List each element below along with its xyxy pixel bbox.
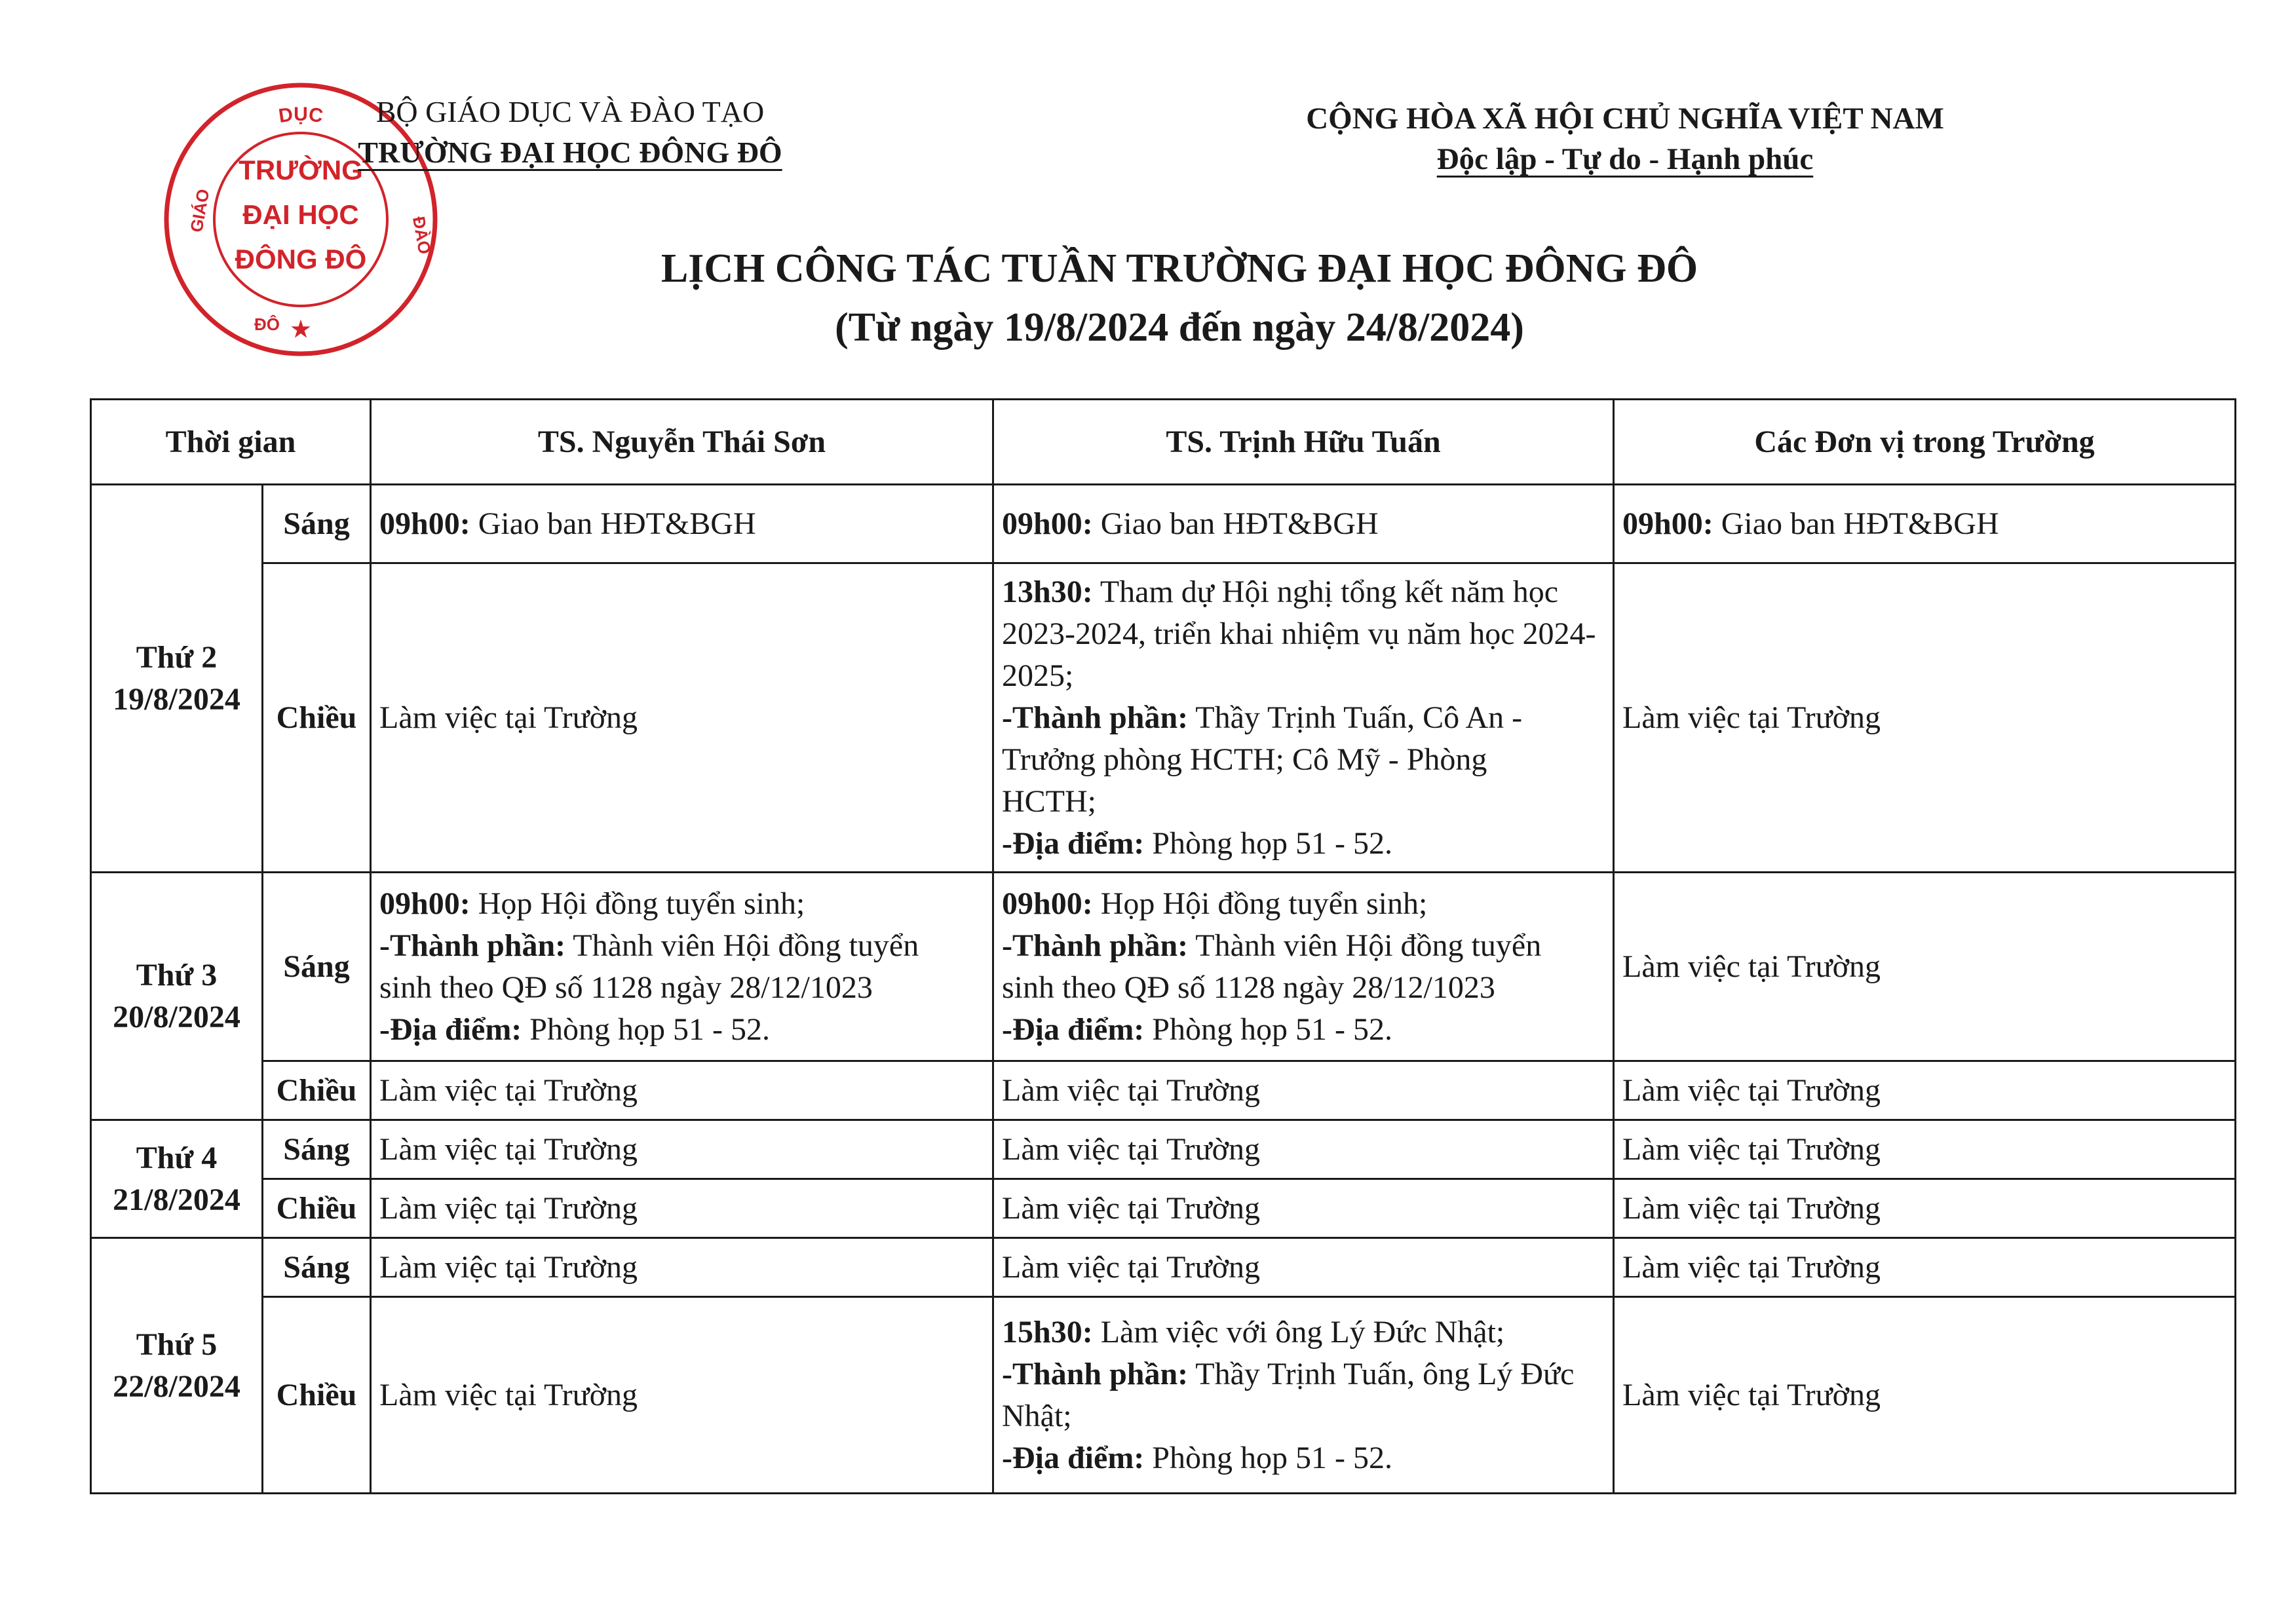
schedule-line-text: Làm việc tại Trường bbox=[1622, 1131, 1881, 1167]
header-left bbox=[288, 92, 852, 173]
schedule-cell bbox=[993, 485, 1614, 563]
schedule-line-label: -Thành phần: bbox=[1002, 1356, 1189, 1391]
schedule-line bbox=[1002, 1353, 1605, 1395]
svg-text:★: ★ bbox=[290, 317, 311, 342]
col-header-person-2: TS. Trịnh Hữu Tuấn bbox=[993, 400, 1614, 485]
schedule-line-text: Làm việc với ông Lý Đức Nhật; bbox=[1092, 1314, 1505, 1350]
schedule-line-label: 09h00: bbox=[1002, 506, 1093, 541]
day-name: Thứ 3 bbox=[136, 957, 218, 992]
schedule-line-text: Trưởng phòng HCTH; Cô Mỹ - Phòng bbox=[1002, 742, 1487, 777]
schedule-line-text: Thầy Trịnh Tuấn, ông Lý Đức bbox=[1188, 1356, 1575, 1391]
schedule-line-text: Thầy Trịnh Tuấn, Cô An - bbox=[1188, 700, 1523, 735]
table-row bbox=[91, 485, 2236, 563]
schedule-line-text: Nhật; bbox=[1002, 1398, 1072, 1433]
schedule-cell bbox=[1614, 1297, 2236, 1494]
schedule-line-text: Làm việc tại Trường bbox=[379, 1072, 638, 1108]
schedule-line-text: Làm việc tại Trường bbox=[379, 1377, 638, 1412]
schedule-cell bbox=[993, 1179, 1614, 1238]
schedule-cell bbox=[1614, 1061, 2236, 1120]
schedule-line-label: 09h00: bbox=[1622, 506, 1713, 541]
session-label: Sáng bbox=[263, 1120, 371, 1179]
table-row bbox=[91, 1061, 2236, 1120]
schedule-line-text: Làm việc tại Trường bbox=[1622, 1249, 1881, 1285]
col-header-time: Thời gian bbox=[91, 400, 371, 485]
session-label: Chiều bbox=[263, 1297, 371, 1494]
schedule-line bbox=[1622, 1374, 2227, 1416]
schedule-line-text: Làm việc tại Trường bbox=[1002, 1072, 1261, 1108]
schedule-line-text: sinh theo QĐ số 1128 ngày 28/12/1023 bbox=[1002, 970, 1495, 1005]
schedule-line-text: Làm việc tại Trường bbox=[1622, 700, 1881, 735]
schedule-line-text: Làm việc tại Trường bbox=[379, 1249, 638, 1285]
day-name: Thứ 2 bbox=[136, 639, 218, 675]
schedule-line bbox=[379, 503, 984, 545]
schedule-line-text: Làm việc tại Trường bbox=[379, 1190, 638, 1226]
schedule-line-label: -Địa điểm: bbox=[379, 1011, 522, 1047]
day-cell bbox=[91, 1120, 263, 1238]
school-name: TRƯỜNG ĐẠI HỌC ĐÔNG ĐÔ bbox=[358, 136, 782, 169]
schedule-line-text: Giao ban HĐT&BGH bbox=[470, 506, 756, 541]
schedule-cell bbox=[993, 1120, 1614, 1179]
schedule-cell bbox=[371, 563, 993, 873]
schedule-cell bbox=[371, 1179, 993, 1238]
schedule-line bbox=[1622, 1129, 2227, 1171]
schedule-cell bbox=[1614, 1238, 2236, 1297]
schedule-line bbox=[1002, 1009, 1605, 1051]
schedule-line bbox=[1622, 503, 2227, 545]
table-row bbox=[91, 1120, 2236, 1179]
schedule-line-text: Làm việc tại Trường bbox=[1002, 1249, 1261, 1285]
schedule-line-text: Làm việc tại Trường bbox=[1002, 1131, 1261, 1167]
title-date-range: (Từ ngày 19/8/2024 đến ngày 24/8/2024) bbox=[835, 305, 1524, 350]
schedule-line bbox=[379, 697, 984, 739]
schedule-line bbox=[1002, 1395, 1605, 1437]
session-label: Chiều bbox=[263, 563, 371, 873]
schedule-line bbox=[1002, 697, 1605, 739]
schedule-line-text: Làm việc tại Trường bbox=[1622, 1190, 1881, 1226]
schedule-line-text: Làm việc tại Trường bbox=[379, 1131, 638, 1167]
svg-text:DỤC: DỤC bbox=[277, 104, 324, 128]
session-label: Sáng bbox=[263, 873, 371, 1061]
schedule-line bbox=[1622, 1188, 2227, 1230]
schedule-line-text: Giao ban HĐT&BGH bbox=[1092, 506, 1379, 541]
schedule-cell bbox=[371, 485, 993, 563]
day-cell bbox=[91, 873, 263, 1120]
schedule-line-text: Làm việc tại Trường bbox=[1622, 949, 1881, 984]
schedule-line-text: 2023-2024, triển khai nhiệm vụ năm học 2024- bbox=[1002, 616, 1596, 651]
schedule-line bbox=[1622, 946, 2227, 988]
schedule-line-text: Họp Hội đồng tuyển sinh; bbox=[1092, 886, 1428, 921]
schedule-cell bbox=[993, 1061, 1614, 1120]
schedule-line-text: Làm việc tại Trường bbox=[1622, 1377, 1881, 1412]
day-date: 22/8/2024 bbox=[113, 1369, 240, 1404]
schedule-cell bbox=[993, 1238, 1614, 1297]
table-row bbox=[91, 563, 2236, 873]
schedule-line-label: -Thành phần: bbox=[379, 928, 566, 963]
schedule-line bbox=[379, 1374, 984, 1416]
schedule-line-text: HCTH; bbox=[1002, 784, 1096, 819]
table-header-row bbox=[91, 400, 2236, 485]
col-header-person-1: TS. Nguyễn Thái Sơn bbox=[371, 400, 993, 485]
schedule-line bbox=[379, 1009, 984, 1051]
schedule-cell bbox=[993, 563, 1614, 873]
schedule-line bbox=[1002, 967, 1605, 1009]
session-label: Sáng bbox=[263, 1238, 371, 1297]
schedule-line bbox=[379, 1129, 984, 1171]
schedule-line-label: 13h30: bbox=[1002, 574, 1093, 609]
schedule-line-label: 09h00: bbox=[1002, 886, 1093, 921]
schedule-line-text: Phòng họp 51 - 52. bbox=[1144, 825, 1392, 861]
schedule-line-label: -Thành phần: bbox=[1002, 928, 1189, 963]
schedule-line bbox=[379, 1188, 984, 1230]
svg-text:ĐÀO: ĐÀO bbox=[408, 215, 435, 256]
schedule-line bbox=[1002, 739, 1605, 781]
schedule-line bbox=[379, 967, 984, 1009]
schedule-line-text: Thành viên Hội đồng tuyển bbox=[565, 928, 919, 963]
table-row bbox=[91, 1297, 2236, 1494]
schedule-line-label: -Thành phần: bbox=[1002, 700, 1189, 735]
schedule-line-text: Phòng họp 51 - 52. bbox=[1144, 1011, 1392, 1047]
schedule-line-text: Họp Hội đồng tuyển sinh; bbox=[470, 886, 805, 921]
document-title bbox=[459, 239, 1900, 357]
schedule-line-text: Làm việc tại Trường bbox=[379, 700, 638, 735]
schedule-line-label: 09h00: bbox=[379, 886, 470, 921]
schedule-line-label: -Địa điểm: bbox=[1002, 1011, 1145, 1047]
schedule-cell bbox=[993, 1297, 1614, 1494]
schedule-cell bbox=[1614, 873, 2236, 1061]
day-date: 21/8/2024 bbox=[113, 1182, 240, 1217]
schedule-line-label: -Địa điểm: bbox=[1002, 825, 1145, 861]
day-cell bbox=[91, 485, 263, 873]
schedule-line-text: sinh theo QĐ số 1128 ngày 28/12/1023 bbox=[379, 970, 873, 1005]
national-motto: Độc lập - Tự do - Hạnh phúc bbox=[1436, 142, 1814, 176]
schedule-cell bbox=[371, 1297, 993, 1494]
schedule-line-text: Làm việc tại Trường bbox=[1002, 1190, 1261, 1226]
schedule-line-label: -Địa điểm: bbox=[1002, 1440, 1145, 1475]
schedule-cell bbox=[371, 873, 993, 1061]
table-row bbox=[91, 873, 2236, 1061]
schedule-line-text: Giao ban HĐT&BGH bbox=[1713, 506, 1999, 541]
table-row bbox=[91, 1179, 2236, 1238]
svg-text:TRƯỜNG: TRƯỜNG bbox=[239, 155, 363, 185]
schedule-cell bbox=[1614, 485, 2236, 563]
schedule-line bbox=[1002, 781, 1605, 823]
schedule-line-text: Tham dự Hội nghị tổng kết năm học bbox=[1092, 574, 1559, 609]
schedule-line-label: 09h00: bbox=[379, 506, 470, 541]
day-cell bbox=[91, 1238, 263, 1494]
col-header-units: Các Đơn vị trong Trường bbox=[1614, 400, 2236, 485]
schedule-line bbox=[1002, 1188, 1605, 1230]
schedule-cell bbox=[371, 1061, 993, 1120]
session-label: Chiều bbox=[263, 1179, 371, 1238]
schedule-cell bbox=[993, 873, 1614, 1061]
schedule-line-text: 2025; bbox=[1002, 658, 1074, 693]
schedule-line-label: 15h30: bbox=[1002, 1314, 1093, 1350]
day-date: 20/8/2024 bbox=[113, 999, 240, 1034]
day-name: Thứ 4 bbox=[136, 1140, 218, 1175]
title-main: LỊCH CÔNG TÁC TUẦN TRƯỜNG ĐẠI HỌC ĐÔNG ĐÔ bbox=[660, 246, 1698, 291]
schedule-line bbox=[1622, 1070, 2227, 1112]
svg-text:ĐẠI HỌC: ĐẠI HỌC bbox=[242, 199, 359, 230]
ministry-name: BỘ GIÁO DỤC VÀ ĐÀO TẠO bbox=[375, 95, 765, 128]
schedule-line bbox=[1002, 1437, 1605, 1479]
schedule-cell bbox=[371, 1120, 993, 1179]
schedule-table bbox=[90, 398, 2236, 1494]
schedule-line bbox=[1002, 1247, 1605, 1289]
schedule-line-text: Thành viên Hội đồng tuyển bbox=[1188, 928, 1542, 963]
table-row bbox=[91, 1238, 2236, 1297]
nation-name: CỘNG HÒA XÃ HỘI CHỦ NGHĨA VIỆT NAM bbox=[1306, 102, 1944, 136]
schedule-line bbox=[1002, 925, 1605, 967]
schedule-line bbox=[1002, 1070, 1605, 1112]
svg-text:GIÁO: GIÁO bbox=[186, 187, 214, 234]
schedule-line-text: Phòng họp 51 - 52. bbox=[1144, 1440, 1392, 1475]
day-name: Thứ 5 bbox=[136, 1327, 218, 1362]
svg-text:ĐÔ: ĐÔ bbox=[254, 314, 280, 334]
schedule-line bbox=[1002, 655, 1605, 697]
schedule-cell bbox=[1614, 1179, 2236, 1238]
schedule-line bbox=[1002, 613, 1605, 655]
schedule-line bbox=[1002, 883, 1605, 925]
schedule-line bbox=[1002, 503, 1605, 545]
schedule-line bbox=[1002, 1129, 1605, 1171]
schedule-line bbox=[379, 925, 984, 967]
schedule-cell bbox=[1614, 1120, 2236, 1179]
header-right bbox=[1245, 98, 2005, 179]
session-label: Chiều bbox=[263, 1061, 371, 1120]
schedule-line-text: Phòng họp 51 - 52. bbox=[522, 1011, 770, 1047]
schedule-line bbox=[379, 1247, 984, 1289]
schedule-line bbox=[379, 1070, 984, 1112]
schedule-line bbox=[1002, 1312, 1605, 1353]
svg-text:ĐÔNG ĐÔ: ĐÔNG ĐÔ bbox=[235, 244, 367, 274]
schedule-line bbox=[1002, 823, 1605, 865]
schedule-line-text: Làm việc tại Trường bbox=[1622, 1072, 1881, 1108]
schedule-line bbox=[1622, 697, 2227, 739]
schedule-cell bbox=[1614, 563, 2236, 873]
session-label: Sáng bbox=[263, 485, 371, 563]
schedule-line bbox=[379, 883, 984, 925]
schedule-line bbox=[1002, 571, 1605, 613]
day-date: 19/8/2024 bbox=[113, 681, 240, 717]
schedule-line bbox=[1622, 1247, 2227, 1289]
schedule-cell bbox=[371, 1238, 993, 1297]
